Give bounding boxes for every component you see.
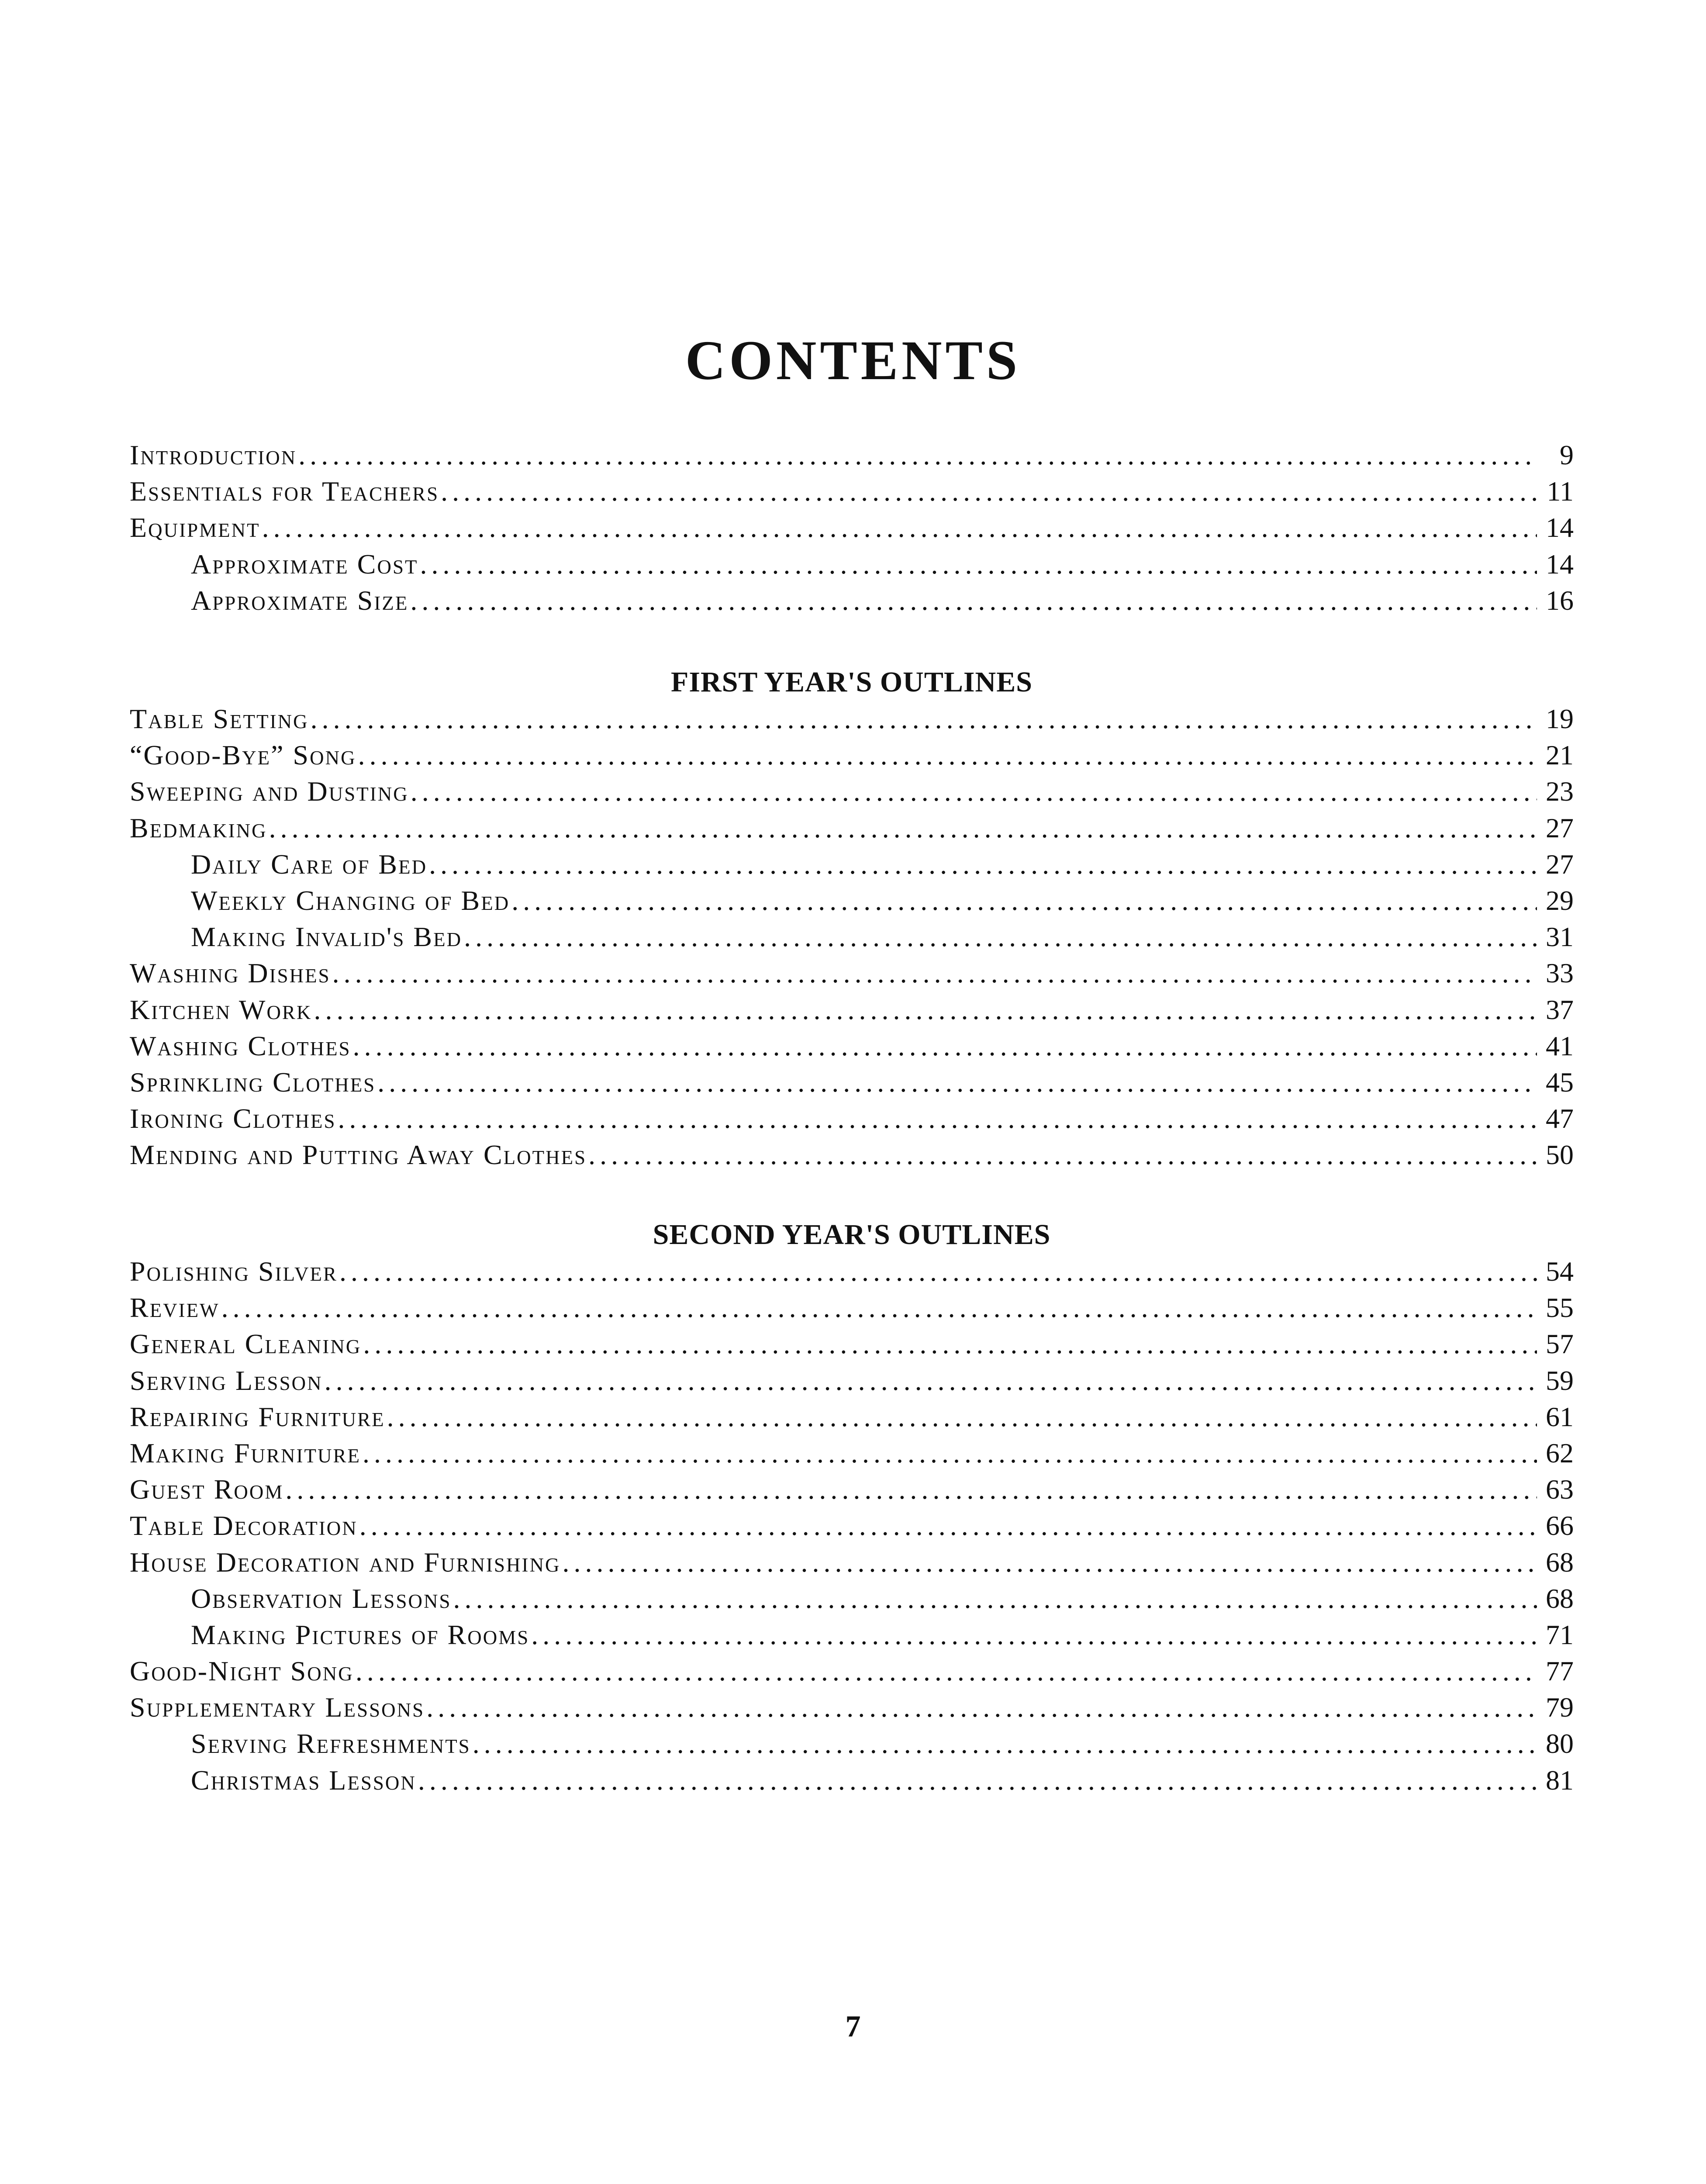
- toc-entry: [130, 509, 1574, 546]
- toc-entry: [130, 737, 1574, 773]
- toc-entry-page: 80: [1546, 1728, 1574, 1759]
- dot-leader: [269, 810, 1537, 846]
- toc-entry-page: 29: [1546, 885, 1574, 916]
- page-title: CONTENTS: [685, 329, 1021, 391]
- dot-leader: [363, 1435, 1537, 1471]
- toc-entry-label: Guest Room: [130, 1474, 284, 1505]
- toc-entry-page: 50: [1546, 1139, 1574, 1171]
- toc-entry-page: 59: [1546, 1365, 1574, 1396]
- toc-entry: [130, 1100, 1574, 1137]
- dot-leader: [363, 1326, 1537, 1362]
- toc-entry-page: 45: [1546, 1066, 1574, 1098]
- toc-entry-label: Essentials for Teachers: [130, 476, 439, 507]
- toc-entry-page: 81: [1546, 1764, 1574, 1796]
- toc-entry-label: Repairing Furniture: [130, 1401, 385, 1432]
- toc-entry-page: 68: [1546, 1546, 1574, 1578]
- dot-leader: [285, 1471, 1537, 1507]
- toc-entry-page: 14: [1546, 548, 1574, 580]
- toc-entry-page: 63: [1546, 1474, 1574, 1505]
- toc-entry: [130, 1028, 1574, 1064]
- dot-leader: [325, 1362, 1537, 1399]
- dot-leader: [339, 1253, 1537, 1289]
- toc-entry-label: Approximate Cost: [191, 548, 418, 580]
- toc-entry: [130, 1399, 1574, 1435]
- toc-entry-label: Review: [130, 1292, 220, 1324]
- toc-entry-list: [130, 701, 1574, 1173]
- toc-entry: [130, 1617, 1574, 1653]
- toc-entry-label: Mending and Putting Away Clothes: [130, 1139, 587, 1171]
- toc-entry: [130, 1137, 1574, 1173]
- toc-entry-label: General Cleaning: [130, 1328, 362, 1360]
- toc-entry: [130, 1471, 1574, 1507]
- toc-entry-label: Table Setting: [130, 703, 309, 734]
- toc-entry-label: Christmas Lesson: [191, 1764, 416, 1796]
- toc-entry: [130, 1653, 1574, 1689]
- toc-entry-page: 14: [1546, 512, 1574, 543]
- dot-leader: [464, 919, 1537, 955]
- toc-entry: [130, 773, 1574, 809]
- toc-entry-label: Washing Clothes: [130, 1030, 351, 1061]
- dot-leader: [387, 1399, 1537, 1435]
- dot-leader: [356, 1653, 1537, 1689]
- toc-entry-list: [130, 1253, 1574, 1798]
- toc-entry: [130, 1507, 1574, 1544]
- toc-entry: [130, 1362, 1574, 1399]
- toc-entry-label: Serving Refreshments: [191, 1728, 471, 1759]
- toc-entry-label: Ironing Clothes: [130, 1103, 336, 1134]
- toc-entry: [130, 1544, 1574, 1580]
- toc-entry-page: 9: [1560, 439, 1574, 470]
- toc-entry-page: 16: [1546, 584, 1574, 616]
- toc-entry-label: Sprinkling Clothes: [130, 1066, 376, 1098]
- dot-leader: [262, 509, 1537, 546]
- toc-entry-label: Supplementary Lessons: [130, 1692, 425, 1723]
- toc-entry-page: 61: [1546, 1401, 1574, 1432]
- dot-leader: [332, 955, 1537, 991]
- toc-entry-page: 33: [1546, 957, 1574, 989]
- toc-entry-label: Polishing Silver: [130, 1256, 338, 1287]
- dot-leader: [338, 1100, 1537, 1137]
- toc-entry-label: Sweeping and Dusting: [130, 776, 409, 807]
- toc-entry-page: 31: [1546, 921, 1574, 953]
- toc-entry: [130, 1689, 1574, 1725]
- toc-entry-page: 62: [1546, 1437, 1574, 1469]
- toc-entry-page: 19: [1546, 703, 1574, 734]
- toc-entry-page: 41: [1546, 1030, 1574, 1061]
- dot-leader: [473, 1725, 1537, 1762]
- dot-leader: [311, 701, 1537, 737]
- toc-entry-page: 47: [1546, 1103, 1574, 1134]
- toc-entry-label: Equipment: [130, 512, 260, 543]
- toc-entry-page: 23: [1546, 776, 1574, 807]
- toc-entry: [130, 882, 1574, 919]
- dot-leader: [420, 546, 1537, 582]
- toc-entry-page: 71: [1546, 1619, 1574, 1650]
- toc-entry-page: 37: [1546, 994, 1574, 1025]
- toc-entry-page: 66: [1546, 1510, 1574, 1541]
- toc-first-year: [130, 664, 1574, 1173]
- dot-leader: [426, 1689, 1537, 1725]
- toc-entry: [130, 1762, 1574, 1798]
- toc-entry: [130, 582, 1574, 619]
- dot-leader: [411, 773, 1537, 809]
- toc-entry-label: Weekly Changing of Bed: [191, 885, 510, 916]
- toc-entry-label: Introduction: [130, 439, 297, 470]
- toc-entry: [130, 1253, 1574, 1289]
- toc-entry-label: Daily Care of Bed: [191, 848, 428, 880]
- toc-entry: [130, 1064, 1574, 1100]
- dot-leader: [359, 1507, 1537, 1544]
- dot-leader: [410, 582, 1537, 619]
- section-heading-first-year: FIRST YEAR'S OUTLINES: [671, 666, 1033, 698]
- toc-second-year: [130, 1216, 1574, 1798]
- toc-entry-page: 27: [1546, 848, 1574, 880]
- dot-leader: [441, 473, 1537, 509]
- toc-entry-list: [130, 437, 1574, 619]
- dot-leader: [377, 1064, 1537, 1100]
- toc-entry: [130, 701, 1574, 737]
- toc-entry-label: Kitchen Work: [130, 994, 312, 1025]
- dot-leader: [429, 846, 1537, 882]
- page-number: 7: [845, 2010, 861, 2043]
- dot-leader: [453, 1580, 1537, 1617]
- toc-entry-page: 77: [1546, 1655, 1574, 1687]
- toc-entry-label: House Decoration and Furnishing: [130, 1546, 561, 1578]
- section-heading-second-year: SECOND YEAR'S OUTLINES: [653, 1219, 1051, 1251]
- toc-entry-label: Table Decoration: [130, 1510, 358, 1541]
- toc-entry: [130, 546, 1574, 582]
- toc-entry: [130, 810, 1574, 846]
- dot-leader: [563, 1544, 1537, 1580]
- dot-leader: [418, 1762, 1537, 1798]
- toc-entry-label: “Good-Bye” Song: [130, 740, 356, 771]
- toc-entry: [130, 1725, 1574, 1762]
- toc-entry: [130, 846, 1574, 882]
- toc-entry-label: Making Invalid's Bed: [191, 921, 463, 953]
- dot-leader: [511, 882, 1537, 919]
- toc-entry-page: 27: [1546, 812, 1574, 843]
- toc-entry: [130, 473, 1574, 509]
- toc-entry-label: Approximate Size: [191, 584, 409, 616]
- toc-entry-label: Making Pictures of Rooms: [191, 1619, 530, 1650]
- toc-entry: [130, 955, 1574, 991]
- toc-entry-page: 57: [1546, 1328, 1574, 1360]
- toc-entry: [130, 1326, 1574, 1362]
- toc-entry-label: Serving Lesson: [130, 1365, 323, 1396]
- toc-entry-label: Good-Night Song: [130, 1655, 354, 1687]
- toc-entry-label: Bedmaking: [130, 812, 267, 843]
- toc-entry: [130, 1580, 1574, 1617]
- dot-leader: [298, 437, 1537, 473]
- toc-entry-page: 68: [1546, 1583, 1574, 1614]
- dot-leader: [353, 1028, 1537, 1064]
- toc-entry: [130, 1289, 1574, 1326]
- dot-leader: [314, 992, 1537, 1028]
- toc-entry-page: 55: [1546, 1292, 1574, 1324]
- toc-entry-page: 79: [1546, 1692, 1574, 1723]
- toc-entry-page: 11: [1547, 476, 1574, 507]
- toc-entry-label: Making Furniture: [130, 1437, 361, 1469]
- toc-front-matter: [130, 437, 1574, 619]
- toc-entry: [130, 919, 1574, 955]
- toc-entry: [130, 1435, 1574, 1471]
- toc-entry: [130, 437, 1574, 473]
- toc-entry-page: 54: [1546, 1256, 1574, 1287]
- toc-entry-label: Washing Dishes: [130, 957, 331, 989]
- toc-entry-label: Observation Lessons: [191, 1583, 452, 1614]
- dot-leader: [221, 1289, 1537, 1326]
- dot-leader: [531, 1617, 1537, 1653]
- dot-leader: [588, 1137, 1537, 1173]
- toc-entry: [130, 992, 1574, 1028]
- toc-entry-page: 21: [1546, 740, 1574, 771]
- dot-leader: [358, 737, 1537, 773]
